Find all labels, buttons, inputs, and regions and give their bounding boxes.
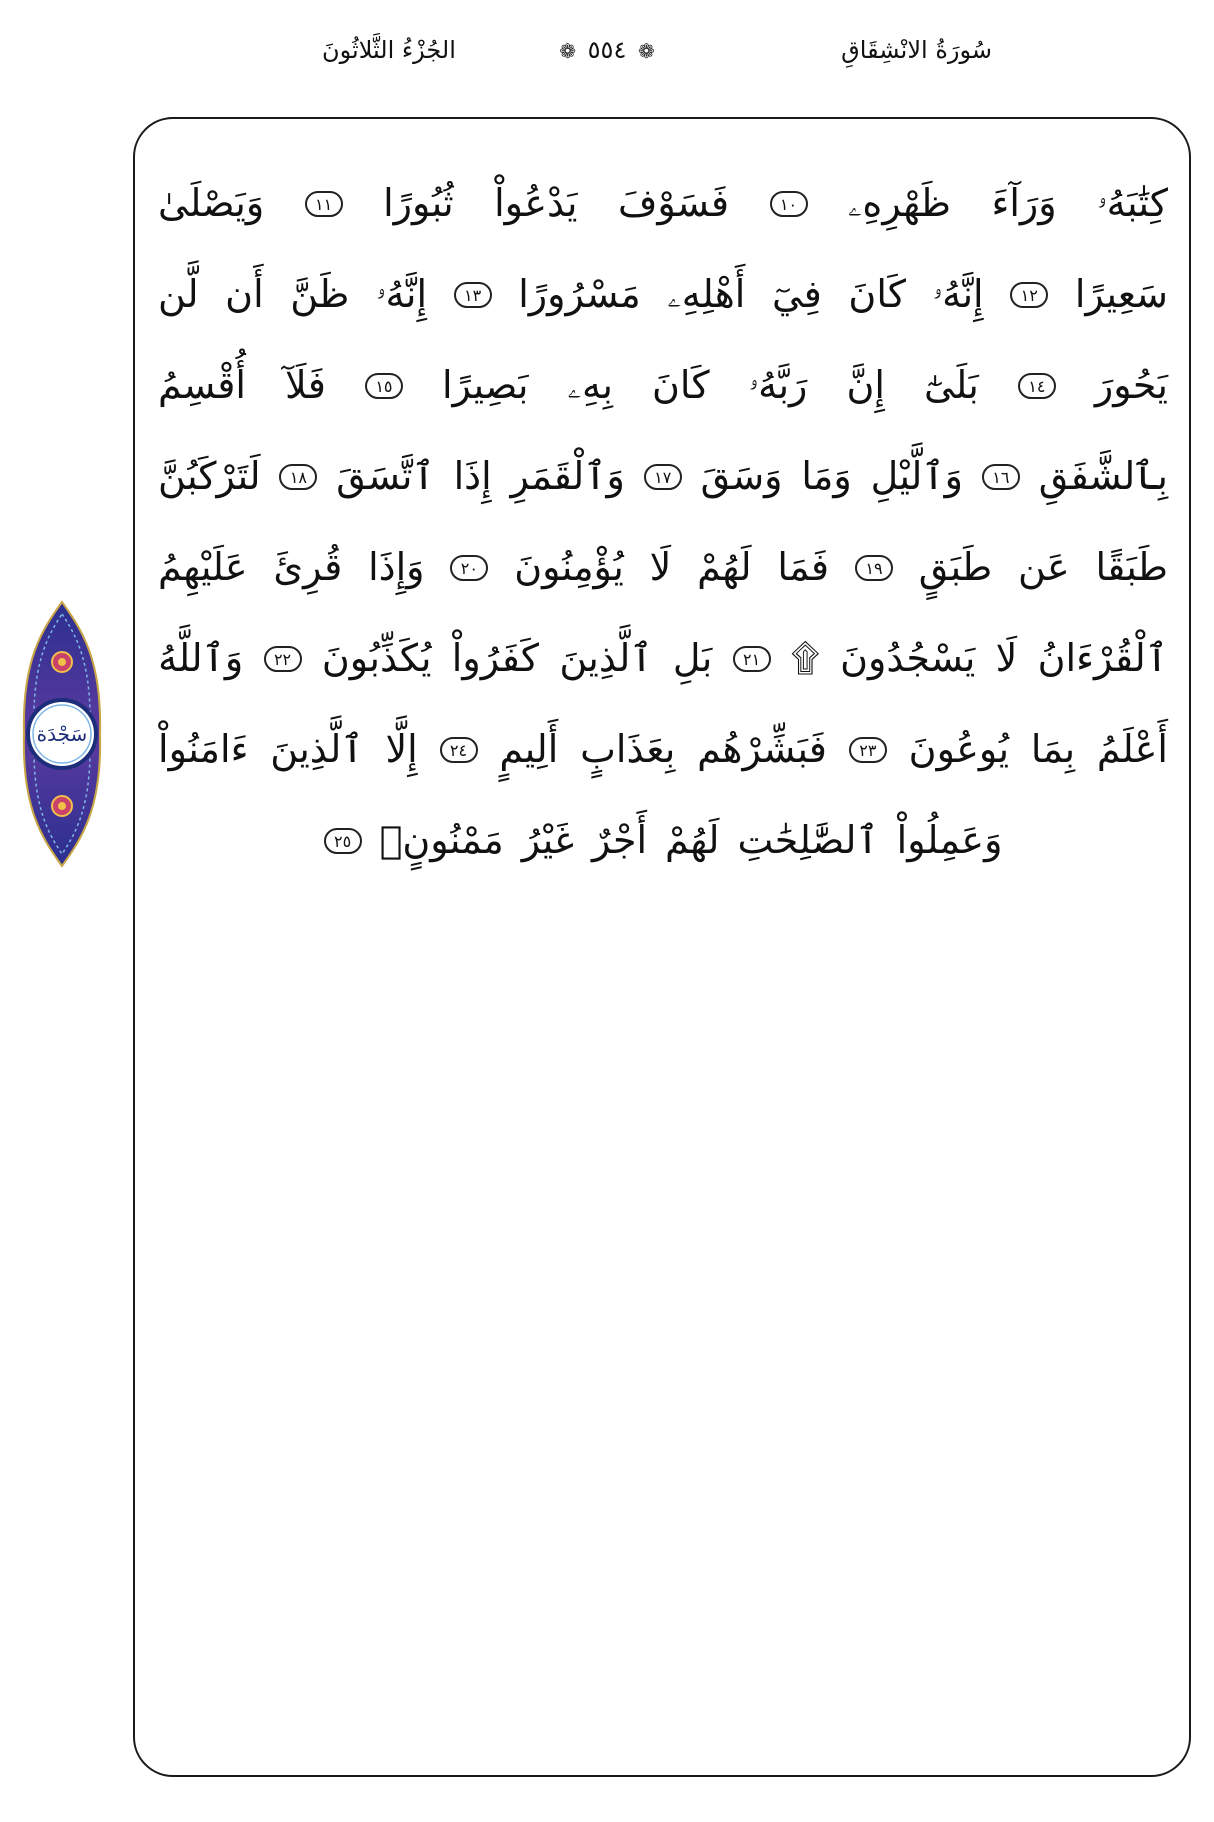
word: بِهِۦ bbox=[567, 363, 613, 407]
word: إِنَّهُۥ bbox=[376, 272, 428, 316]
word: ثُبُورًا bbox=[383, 181, 454, 225]
word: لَهُمْ bbox=[665, 818, 720, 862]
word: سَعِيرًا bbox=[1074, 272, 1168, 316]
ayah-number-marker: ٢٢ bbox=[264, 646, 302, 672]
word: غَيْرُ bbox=[521, 818, 575, 862]
word: فَمَا bbox=[777, 545, 830, 589]
word: يُوعُونَ bbox=[908, 727, 1010, 771]
ayah-number-marker: ١١ bbox=[305, 191, 343, 217]
word: وَإِذَا bbox=[368, 545, 425, 589]
word: فَبَشِّرْهُم bbox=[697, 727, 827, 771]
word: أُقْسِمُ bbox=[158, 363, 246, 407]
ayah-number-marker: ١٥ bbox=[365, 373, 403, 399]
text-line bbox=[158, 431, 1168, 522]
word: طَبَقٍ bbox=[918, 545, 993, 589]
word: بَلَىٰٓ bbox=[923, 363, 979, 407]
word: فَسَوْفَ bbox=[617, 181, 730, 225]
juz-name: الجُزْءُ الثَّلاثُونَ bbox=[322, 36, 456, 64]
page-number-ornament-left-icon: ❁ bbox=[559, 39, 577, 63]
word: يُكَذِّبُونَ bbox=[321, 636, 432, 680]
word: إِنَّهُۥ bbox=[932, 272, 984, 316]
word: لَا bbox=[649, 545, 672, 589]
page-number-value: ٥٥٤ bbox=[587, 36, 627, 64]
ayah-number-marker: ١٦ bbox=[982, 464, 1020, 490]
word: يَحُورَ bbox=[1094, 363, 1168, 407]
word: مَمْنُونٍۭ bbox=[379, 818, 504, 862]
page-number bbox=[555, 28, 658, 72]
ayah-number-marker: ٢٥ bbox=[324, 828, 362, 854]
word: إِنَّ bbox=[846, 363, 885, 407]
quran-text bbox=[158, 158, 1168, 886]
word: كَانَ bbox=[848, 272, 906, 316]
word: طَبَقًا bbox=[1095, 545, 1168, 589]
word: كَفَرُواْ bbox=[451, 636, 539, 680]
text-line bbox=[158, 249, 1168, 340]
ayah-number-marker: ١٣ bbox=[454, 282, 492, 308]
word: قُرِئَ bbox=[273, 545, 343, 589]
word: وَرَآءَ bbox=[991, 181, 1057, 225]
sajda-label: سَجْدَة bbox=[36, 722, 88, 746]
word: وَٱلْقَمَرِ bbox=[510, 454, 625, 498]
text-line bbox=[158, 158, 1168, 249]
ayah-number-marker: ١٠ bbox=[770, 191, 808, 217]
word: عَلَيْهِمُ bbox=[158, 545, 248, 589]
word: بِمَا bbox=[1030, 727, 1076, 771]
word: بَلِ bbox=[672, 636, 713, 680]
word: فِيٓ bbox=[771, 272, 822, 316]
word: بَصِيرًا bbox=[441, 363, 529, 407]
word: لَهُمْ bbox=[697, 545, 752, 589]
word: وَمَا bbox=[801, 454, 852, 498]
word: أَن bbox=[225, 272, 264, 316]
sajda-sign-icon: ۩ bbox=[790, 636, 820, 680]
word: أَعْلَمُ bbox=[1096, 727, 1168, 771]
ayah-number-marker: ١٨ bbox=[279, 464, 317, 490]
word: أَهْلِهِۦ bbox=[667, 272, 746, 316]
word: عَن bbox=[1018, 545, 1070, 589]
word: ٱلصَّٰلِحَٰتِ bbox=[737, 818, 879, 862]
word: إِلَّا bbox=[385, 727, 418, 771]
text-line bbox=[158, 340, 1168, 431]
word: كَانَ bbox=[651, 363, 710, 407]
word: وَيَصْلَىٰ bbox=[158, 181, 265, 225]
word: ٱلَّذِينَ bbox=[559, 636, 653, 680]
page-number-ornament-right-icon: ❁ bbox=[637, 39, 655, 63]
word: وَسَقَ bbox=[700, 454, 783, 498]
word: كِتَٰبَهُۥ bbox=[1097, 181, 1168, 225]
ayah-number-marker: ١٩ bbox=[855, 555, 893, 581]
word: ٱلَّذِينَ bbox=[270, 727, 364, 771]
ayah-number-marker: ٢٣ bbox=[849, 737, 887, 763]
word: إِذَا bbox=[453, 454, 492, 498]
word: بِٱلشَّفَقِ bbox=[1038, 454, 1168, 498]
word: يُؤْمِنُونَ bbox=[514, 545, 624, 589]
ayah-number-marker: ١٢ bbox=[1010, 282, 1048, 308]
word: لَتَرْكَبُنَّ bbox=[158, 454, 261, 498]
word: أَجْرٌ bbox=[592, 818, 648, 862]
text-line bbox=[158, 795, 1168, 886]
word: ظَنَّ bbox=[290, 272, 350, 316]
word: مَسْرُورًا bbox=[518, 272, 641, 316]
ayah-number-marker: ١٧ bbox=[644, 464, 682, 490]
word: يَدْعُواْ bbox=[494, 181, 578, 225]
word: ظَهْرِهِۦ bbox=[847, 181, 952, 225]
text-line bbox=[158, 613, 1168, 704]
text-line bbox=[158, 522, 1168, 613]
word: فَلَآ bbox=[285, 363, 326, 407]
word: يَسْجُدُونَ bbox=[840, 636, 976, 680]
word: ٱتَّسَقَ bbox=[336, 454, 435, 498]
word: وَعَمِلُواْ bbox=[896, 818, 1003, 862]
surah-name: سُورَةُ الانْشِقَاقِ bbox=[841, 36, 992, 64]
word: ٱلْقُرْءَانُ bbox=[1037, 636, 1168, 680]
word: بِعَذَابٍ bbox=[580, 727, 676, 771]
ayah-number-marker: ٢٠ bbox=[450, 555, 488, 581]
word: أَلِيمٍ bbox=[499, 727, 559, 771]
word: وَٱللَّهُ bbox=[158, 636, 244, 680]
word: لَا bbox=[995, 636, 1018, 680]
word: رَبَّهُۥ bbox=[748, 363, 808, 407]
text-line bbox=[158, 704, 1168, 795]
word: لَّن bbox=[158, 272, 199, 316]
ayah-number-marker: ٢١ bbox=[733, 646, 771, 672]
word: ءَامَنُواْ bbox=[158, 727, 249, 771]
word: وَٱلَّيْلِ bbox=[870, 454, 964, 498]
ayah-number-marker: ١٤ bbox=[1018, 373, 1056, 399]
ayah-number-marker: ٢٤ bbox=[440, 737, 478, 763]
